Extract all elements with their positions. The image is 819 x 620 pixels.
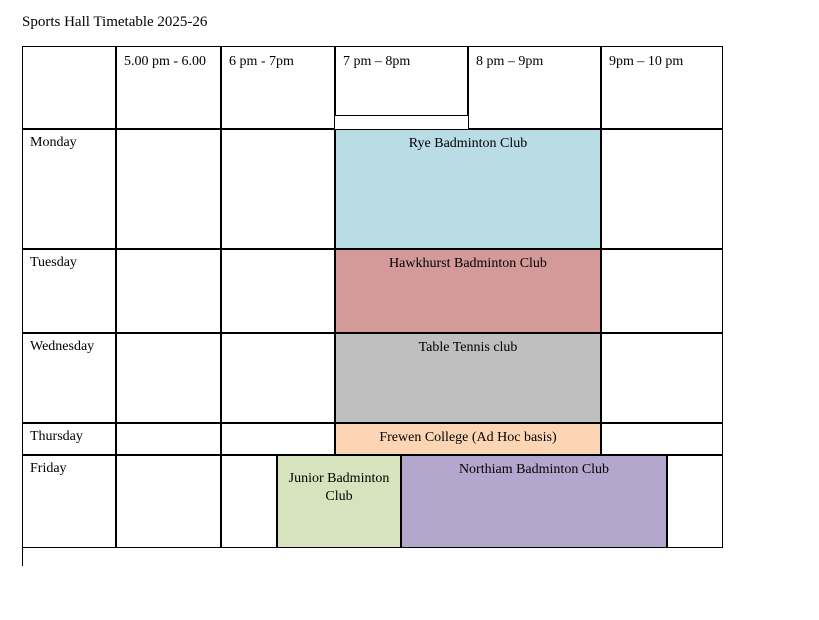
table-header-col-2: 6 pm - 7pm bbox=[221, 46, 335, 129]
table-cell-thursday-1 bbox=[116, 423, 221, 455]
table-cell-friday-1 bbox=[116, 455, 221, 548]
table-header-col-4: 8 pm – 9pm bbox=[468, 46, 601, 129]
table-header-col-1: 5.00 pm - 6.00 bbox=[116, 46, 221, 129]
table-cell-wednesday-2 bbox=[221, 333, 335, 423]
booking-hawkhurst-badminton-club[interactable]: Hawkhurst Badminton Club bbox=[335, 249, 601, 333]
table-row-label-tuesday: Tuesday bbox=[22, 249, 116, 333]
page-title: Sports Hall Timetable 2025-26 bbox=[22, 14, 208, 30]
table-row-label-monday: Monday bbox=[22, 129, 116, 249]
table-cell-tuesday-2 bbox=[221, 249, 335, 333]
timetable bbox=[22, 46, 723, 548]
table-cell-monday-2 bbox=[221, 129, 335, 249]
table-cell-friday-2a bbox=[221, 455, 277, 548]
table-row-label-thursday: Thursday bbox=[22, 423, 116, 455]
table-cell-thursday-5 bbox=[601, 423, 723, 455]
table-cell-tuesday-1 bbox=[116, 249, 221, 333]
table-header-col-3: 7 pm – 8pm bbox=[335, 46, 468, 116]
table-cell-wednesday-5 bbox=[601, 333, 723, 423]
table-row-label-wednesday: Wednesday bbox=[22, 333, 116, 423]
document-cursor-mark bbox=[22, 548, 23, 566]
booking-northiam-badminton-club[interactable]: Northiam Badminton Club bbox=[401, 455, 667, 548]
table-header-corner bbox=[22, 46, 116, 129]
table-cell-monday-5 bbox=[601, 129, 723, 249]
table-cell-thursday-2 bbox=[221, 423, 335, 455]
booking-junior-badminton-club[interactable]: Junior Badminton Club bbox=[277, 455, 401, 548]
table-cell-monday-1 bbox=[116, 129, 221, 249]
table-row-label-friday: Friday bbox=[22, 455, 116, 548]
booking-table-tennis-club[interactable]: Table Tennis club bbox=[335, 333, 601, 423]
booking-frewen-college[interactable]: Frewen College (Ad Hoc basis) bbox=[335, 423, 601, 455]
table-cell-tuesday-5 bbox=[601, 249, 723, 333]
table-cell-wednesday-1 bbox=[116, 333, 221, 423]
table-header-col-5: 9pm – 10 pm bbox=[601, 46, 723, 129]
table-cell-friday-5 bbox=[667, 455, 723, 548]
booking-rye-badminton-club[interactable]: Rye Badminton Club bbox=[335, 129, 601, 249]
